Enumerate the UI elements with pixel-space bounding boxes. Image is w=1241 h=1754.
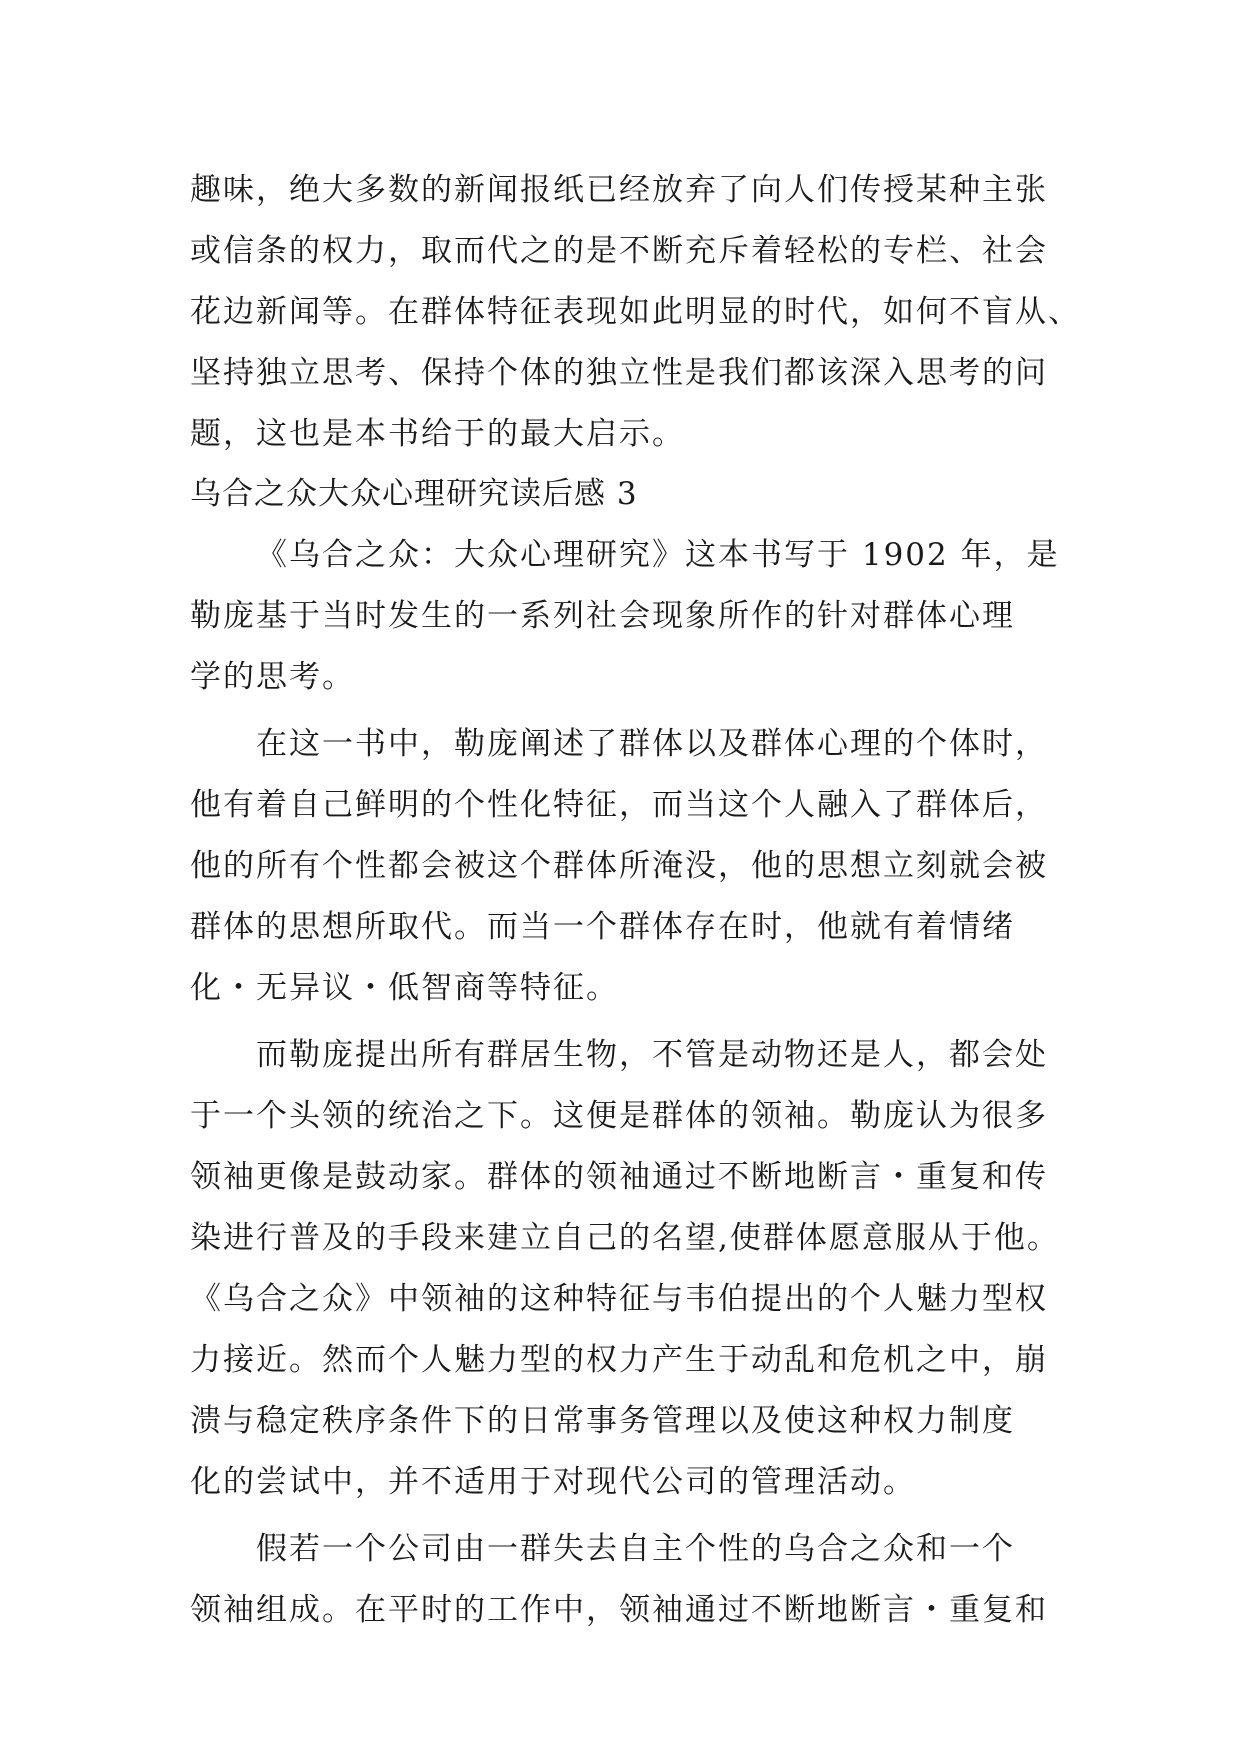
paragraph-2 [190,714,1060,1019]
paragraph-4 [190,1519,1060,1641]
intro-paragraph [190,160,1081,465]
paragraph-1 [190,525,1060,708]
paragraph-3 [190,1025,1060,1513]
text-line: 或信条的权力，取而代之的是不断充斥着轻松的专栏、社会 [190,233,1048,269]
text-line: 《乌合之众》中领袖的这种特征与韦伯提出的个人魅力型权 [190,1281,1048,1317]
text-line: 他有着自己鲜明的个性化特征，而当这个人融入了群体后， [190,787,1048,823]
text-line: 学的思考。 [190,659,355,695]
text-line: 力接近。然而个人魅力型的权力产生于动乱和危机之中，崩 [190,1342,1048,1378]
text-line: 《乌合之众：大众心理研究》这本书写于 1902 年，是 [256,537,1060,573]
text-line: 花边新闻等。在群体特征表现如此明显的时代，如何不盲从、 [190,294,1081,330]
text-line: 假若一个公司由一群失去自主个性的乌合之众和一个 [256,1531,1015,1567]
text-line: 化・无异议・低智商等特征。 [190,970,619,1006]
text-line: 他的所有个性都会被这个群体所淹没，他的思想立刻就会被 [190,848,1048,884]
document-body [190,160,1081,1641]
text-line: 染进行普及的手段来建立自己的名望,使群体愿意服从于他。 [190,1220,1060,1256]
text-line: 在这一书中，勒庞阐述了群体以及群体心理的个体时， [256,726,1048,762]
text-line: 领袖更像是鼓动家。群体的领袖通过不断地断言・重复和传 [190,1159,1048,1195]
text-line: 化的尝试中，并不适用于对现代公司的管理活动。 [190,1464,916,1500]
text-line: 于一个头领的统治之下。这便是群体的领袖。勒庞认为很多 [190,1098,1048,1134]
section-heading: 乌合之众大众心理研究读后感 3 [190,476,638,512]
text-line: 溃与稳定秩序条件下的日常事务管理以及使这种权力制度 [190,1403,1015,1439]
text-line: 而勒庞提出所有群居生物，不管是动物还是人，都会处 [256,1037,1048,1073]
text-line: 群体的思想所取代。而当一个群体存在时，他就有着情绪 [190,909,1015,945]
text-line: 坚持独立思考、保持个体的独立性是我们都该深入思考的问 [190,355,1048,391]
text-line: 趣味，绝大多数的新闻报纸已经放弃了向人们传授某种主张 [190,172,1048,208]
text-line: 勒庞基于当时发生的一系列社会现象所作的针对群体心理 [190,598,1015,634]
text-line: 题，这也是本书给于的最大启示。 [190,416,685,452]
text-line: 领袖组成。在平时的工作中，领袖通过不断地断言・重复和 [190,1592,1048,1628]
